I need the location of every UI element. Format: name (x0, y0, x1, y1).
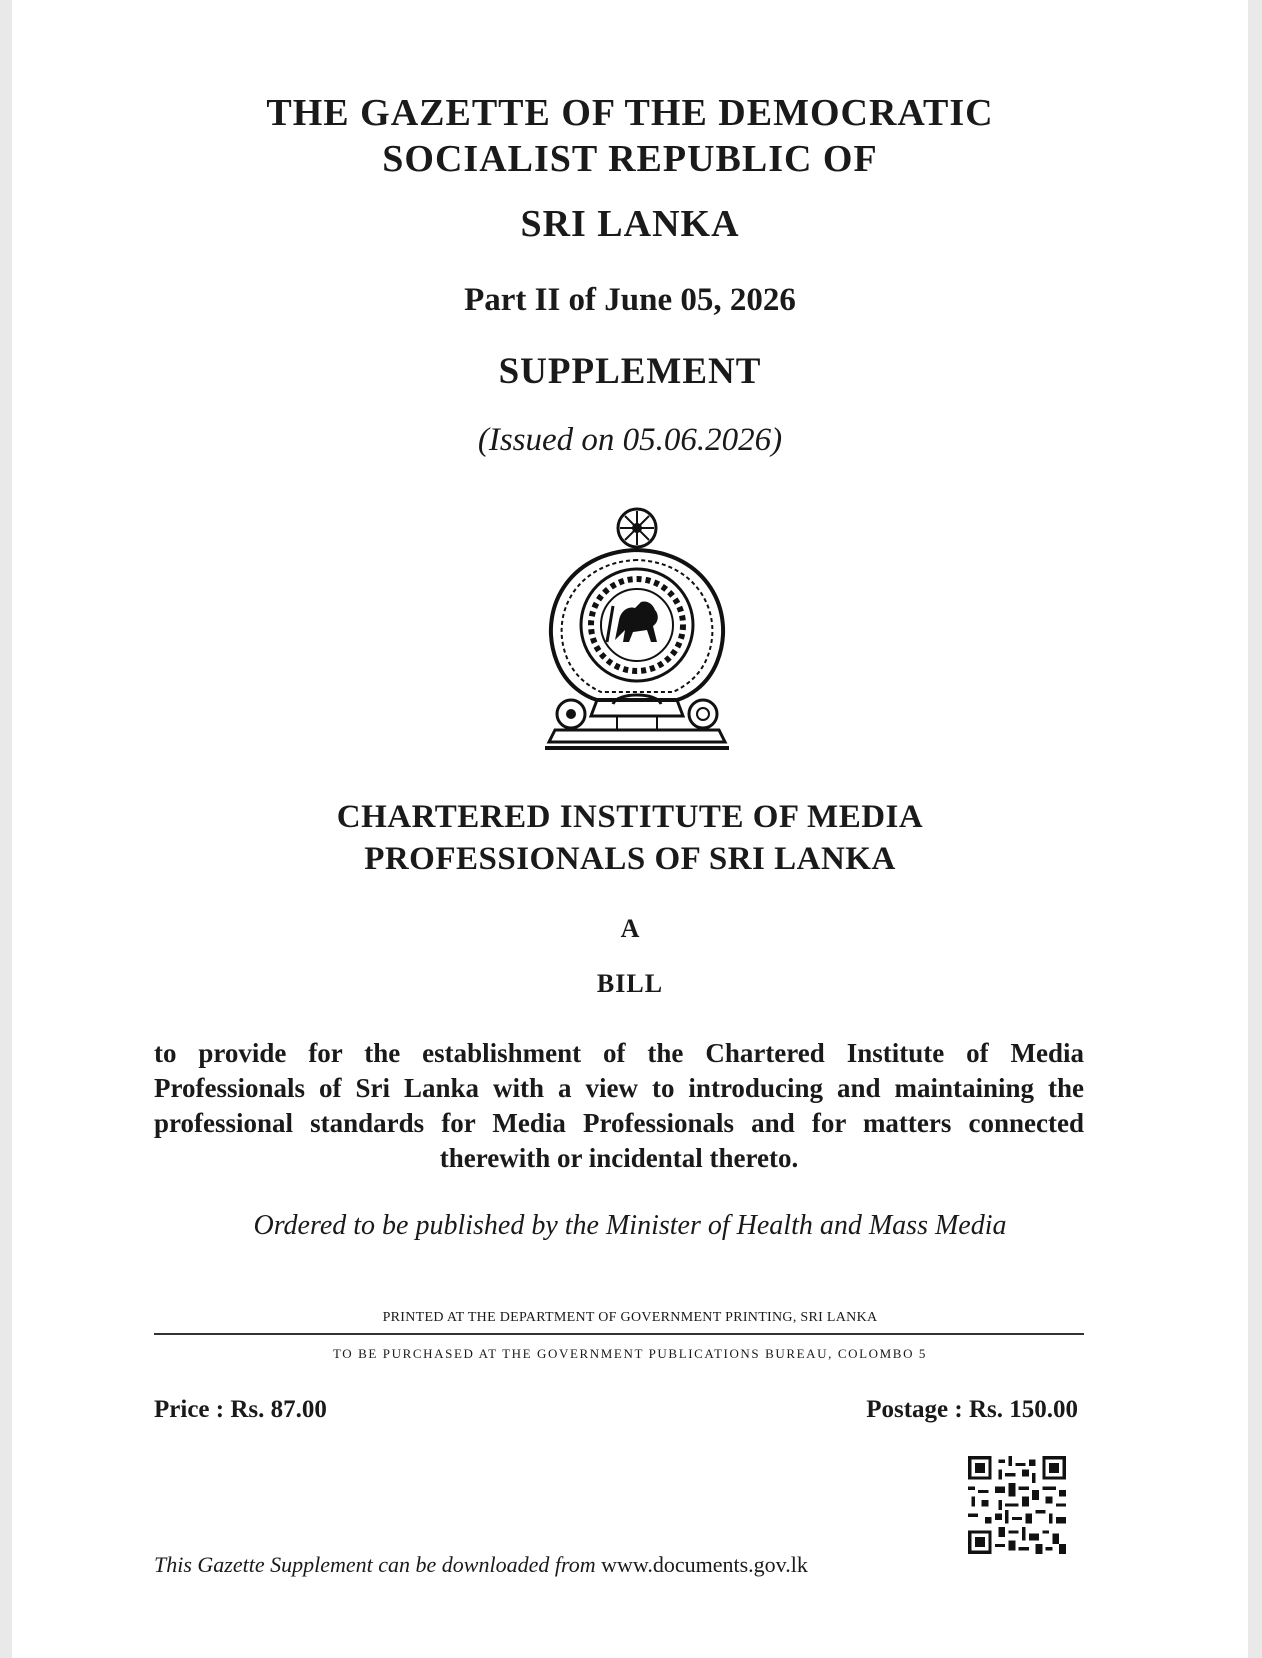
gazette-part-date: Part II of June 05, 2026 (464, 282, 796, 318)
supplement-heading: SUPPLEMENT (498, 351, 762, 392)
bill-heading: BILL (596, 969, 664, 998)
download-note (154, 1552, 808, 1578)
gazette-title-line-1: THE GAZETTE OF THE DEMOCRATIC (266, 92, 994, 134)
gazette-title-line-3: SRI LANKA (520, 203, 740, 245)
issued-date: (Issued on 05.06.2026) (477, 422, 783, 458)
institute-name-line-2: PROFESSIONALS OF SRI LANKA (364, 841, 896, 877)
bill-description: to provide for the establishment of the Chartered Institute of Media Professionals of Sri Lanka with a view to introducing and maintaining the professional standards for Media Professionals and for matters connected therewith or incidental thereto. (154, 1038, 1084, 1173)
gazette-page (12, 0, 1248, 1658)
postage-label: Postage : Rs. 150.00 (866, 1396, 1078, 1423)
purchase-note: TO BE PURCHASED AT THE GOVERNMENT PUBLICATIONS BUREAU, COLOMBO 5 (332, 1346, 928, 1361)
printed-by-note: PRINTED AT THE DEPARTMENT OF GOVERNMENT PRINTING, SRI LANKA (382, 1310, 878, 1325)
gazette-title-line-2: SOCIALIST REPUBLIC OF (382, 138, 878, 180)
footer-divider (154, 1333, 1084, 1335)
article-a: A (620, 914, 640, 943)
ordered-by-note: Ordered to be published by the Minister of Health and Mass Media (253, 1210, 1007, 1241)
download-text: This Gazette Supplement can be downloaded from (154, 1552, 596, 1577)
download-link[interactable]: www.documents.gov.lk (601, 1552, 808, 1577)
sri-lanka-national-emblem-icon (537, 502, 737, 772)
qr-code-icon[interactable] (968, 1456, 1066, 1554)
price-label: Price : Rs. 87.00 (154, 1396, 327, 1423)
institute-name-line-1: CHARTERED INSTITUTE OF MEDIA (336, 799, 924, 835)
